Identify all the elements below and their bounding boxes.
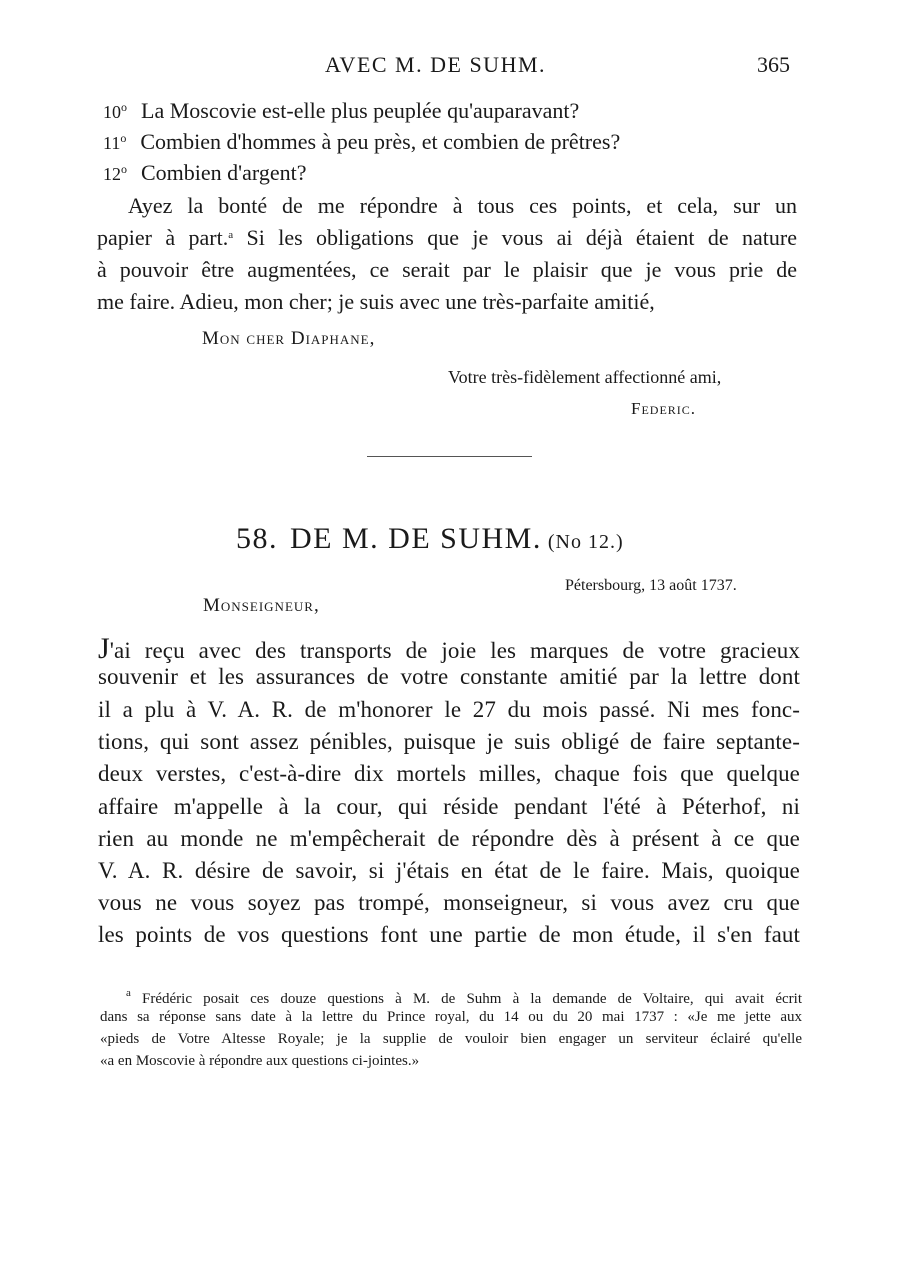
letter-heading [236, 522, 624, 556]
paragraph-line: Ayez la bonté de me répondre à tous ces points, et cela, sur un [128, 193, 797, 218]
dateline: Pétersbourg, 13 août 1737. [565, 577, 737, 594]
body-line: deux verstes, c'est-à-dire dix mortels milles, chaque fois que quelque [98, 761, 800, 786]
body-line: rien au monde ne m'empêcherait de répondre dès à présent à ce que [98, 826, 800, 851]
question-text: Combien d'hommes à peu près, et combien de prêtres? [140, 129, 621, 154]
body-line: les points de vos questions font une partie de mon étude, il s'en faut [98, 922, 800, 947]
letter-subtitle: (No 12.) [547, 531, 624, 553]
paragraph-line: me faire. Adieu, mon cher; je suis avec une très-parfaite amitié, [97, 289, 655, 314]
signature: Federic. [631, 399, 697, 418]
question-number: 12$^o$ [103, 162, 127, 184]
question-11 [103, 129, 620, 155]
body-line: V. A. R. désire de savoir, si j'étais en état de le faire. Mais, quoique [98, 858, 800, 883]
paragraph-line: papier à part.$^a$ Si les obligations que je vous ai déjà étaient de nature [97, 225, 798, 250]
running-header-title: AVEC M. DE SUHM. [325, 52, 547, 77]
body-line: affaire m'appelle à la cour, qui réside pendant l'été à Péterhof, ni [98, 794, 800, 819]
section-divider [367, 456, 532, 457]
footnote-line: «pieds de Votre Altesse Royale; je la supplie de vouloir bien engager un serviteur éclairé qu'elle [100, 1031, 802, 1047]
question-10 [103, 98, 579, 124]
body-line: il a plu à V. A. R. de m'honorer le 27 du mois passé. Ni mes fonc- [98, 697, 800, 722]
letter-number: 58. [236, 522, 278, 555]
footnote-line: dans sa réponse sans date à la lettre du Prince royal, du 14 ou du 20 mai 1737 : «Je me jette aux [100, 1009, 802, 1025]
question-text: Combien d'argent? [141, 160, 307, 185]
body-line: souvenir et les assurances de votre constante amitié par la lettre dont [98, 664, 800, 689]
footnote-marker: a [126, 987, 131, 999]
footnote-line: «a en Moscovie à répondre aux questions ci-jointes.» [100, 1053, 420, 1069]
letter-salutation: Monseigneur, [203, 595, 320, 616]
body-line: J'ai reçu avec des transports de joie les marques de votre gracieux [98, 632, 800, 665]
footnote-line: $^a$ Frédéric posait ces douze questions à M. de Suhm à la demande de Voltaire, qui avait écrit [126, 987, 802, 1007]
question-text: La Moscovie est-elle plus peuplée qu'auparavant? [141, 98, 580, 123]
letter-title: DE M. DE SUHM. [290, 522, 542, 555]
salutation: Mon cher Diaphane, [202, 328, 376, 349]
drop-cap: J [98, 632, 110, 665]
paragraph-line: à pouvoir être augmentées, ce serait par le plaisir que je vous prie de [97, 257, 797, 282]
footnote-marker[interactable]: a [228, 229, 234, 241]
question-12 [103, 160, 306, 186]
body-line: tions, qui sont assez pénibles, puisque je suis obligé de faire septante- [98, 729, 800, 754]
page-number: 365 [757, 52, 790, 77]
body-line: vous ne vous soyez pas trompé, monseigneur, si vous avez cru que [98, 890, 800, 915]
question-number: 11$^o$ [103, 131, 127, 153]
question-number: 10$^o$ [103, 100, 127, 122]
complimentary-close: Votre très-fidèlement affectionné ami, [448, 367, 722, 387]
